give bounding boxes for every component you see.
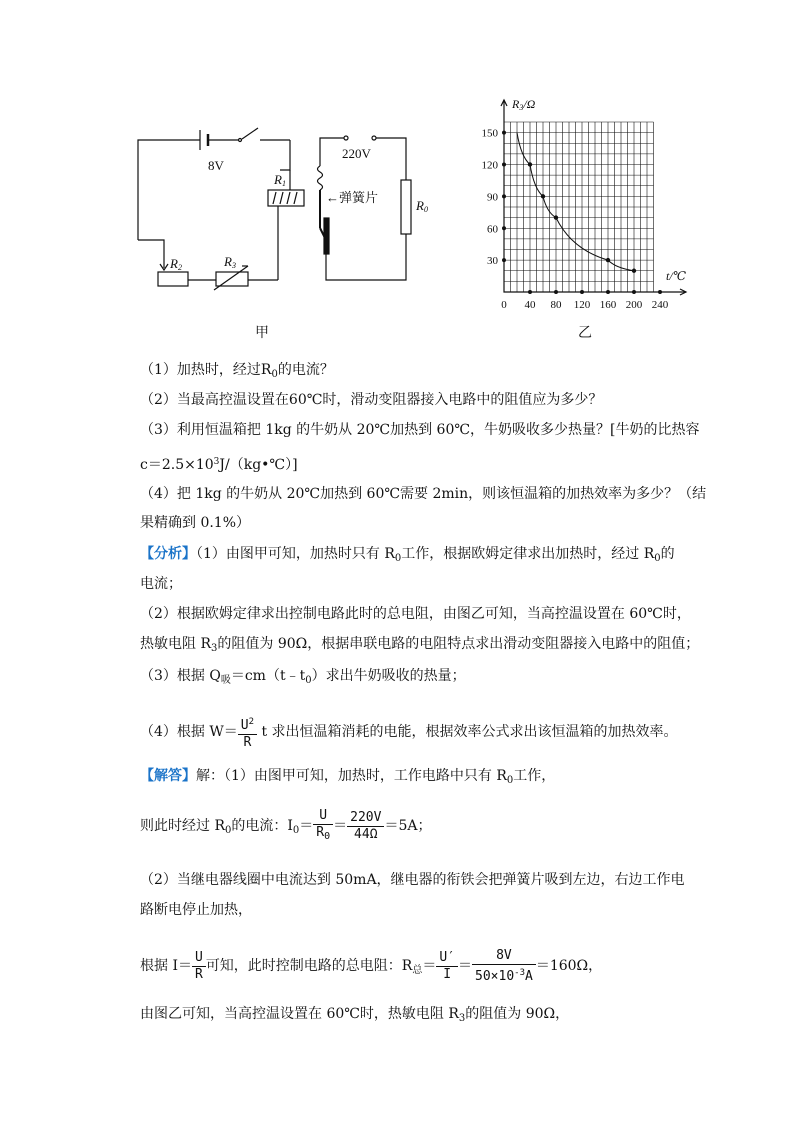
y-tick-label: 120	[481, 159, 498, 172]
y-tick-label: 90	[487, 191, 498, 204]
current-fraction-symbolic: $\frac{U}{R_0}$	[313, 808, 333, 845]
x-tick-dot	[606, 290, 610, 294]
r1-label: R1	[274, 172, 286, 188]
x-tick-dot	[554, 290, 558, 294]
y-tick-dot	[502, 194, 506, 198]
question-3-line-1: （3）利用恒温箱把 1kg 的牛奶从 20℃加热到 60℃，牛奶吸收多少热量？[牛奶的比热容	[140, 422, 700, 438]
answer-line-6: 由图乙可知，当高控温设置在 60℃时，热敏电阻 $R_3$的阻值为 90Ω，	[140, 1006, 570, 1024]
y-tick-dot	[502, 258, 506, 262]
total-resistance-fraction-symbolic: $\frac{U'}{I}$	[436, 950, 458, 983]
answer-line-5: 根据 I＝ $\frac{U}{R}$ 可知，此时控制电路的总电阻：$R_总=$ $\frac{U'}{I}$ ＝ $\frac{8V}{50\times 10^{-3}A}$ ＝160Ω，	[140, 947, 603, 984]
r3-label: R3	[224, 254, 236, 270]
graph-x-axis-label: t/℃	[666, 269, 687, 283]
spring-label: ←弹簧片	[326, 190, 379, 205]
answer-line-2: 则此时经过 $R_0$的电流：$I_0=$ $\frac{U}{R_0}$ ＝ $\frac{220V}{44\Omega}$ ＝5A；	[140, 806, 431, 851]
analysis-line-4: 热敏电阻 $R_3$的阻值为 90Ω，根据串联电路的电阻特点求出滑动变阻器接入电路中的阻值；	[140, 636, 700, 654]
supply-label: 220V	[342, 146, 371, 161]
answer-line-1: 【解答】解：（1）由图甲可知，加热时，工作电路中只有 $R_0$工作，	[140, 768, 556, 786]
answer-line-3: （2）当继电器线圈中电流达到 50mA，继电器的衔铁会把弹簧片吸到左边，右边工作电	[140, 872, 685, 888]
data-point	[632, 269, 636, 273]
question-1: （1）加热时，经过$R_0$的电流？	[140, 362, 334, 380]
y-tick-dot	[502, 226, 506, 230]
battery-label: 8V	[208, 158, 224, 173]
data-point	[606, 258, 610, 262]
analysis-line-5: （3）根据 $Q_吸=cm(t﹣t_0)$求出牛奶吸收的热量；	[140, 668, 466, 686]
r3-temperature-graph	[476, 92, 692, 312]
figure-b-caption: 乙	[578, 325, 592, 341]
y-tick-dot	[502, 131, 506, 135]
x-tick-label: 80	[550, 299, 562, 311]
x-tick-dot	[658, 290, 662, 294]
current-fraction-numeric: $\frac{220V}{44\Omega}$	[347, 810, 384, 843]
analysis-line-2: 电流；	[140, 576, 182, 592]
x-tick-dot	[580, 290, 584, 294]
answer-tag: 【解答】	[140, 768, 196, 784]
x-tick-label: 200	[625, 299, 643, 311]
total-resistance-fraction-numeric: $\frac{8V}{50\times 10^{-3}A}$	[472, 948, 536, 985]
y-tick-label: 150	[481, 127, 498, 140]
x-tick-dot	[632, 290, 636, 294]
x-tick-label: 0	[501, 299, 507, 311]
circuit-diagram	[130, 110, 430, 310]
data-point	[554, 215, 558, 219]
data-point	[541, 194, 545, 198]
x-tick-label: 160	[599, 299, 617, 311]
analysis-line-3: （2）根据欧姆定律求出控制电路此时的总电阻，由图乙可知，当高控温设置在 60℃时，	[140, 606, 691, 622]
question-3-line-2: $c=2.5\times 10^3J/(kg•℃)$]	[140, 457, 298, 473]
y-tick-label: 60	[487, 223, 498, 236]
x-tick-label: 120	[573, 299, 591, 311]
x-tick-label: 240	[651, 299, 669, 311]
r2-label: R2	[170, 256, 182, 272]
ohm-fraction: $\frac{U}{R}$	[192, 950, 206, 983]
answer-line-4: 路断电停止加热，	[140, 902, 252, 918]
y-tick-dot	[502, 163, 506, 167]
figure-a-caption: 甲	[255, 325, 269, 341]
question-4-line-1: （4）把 1kg 的牛奶从 20℃加热到 60℃需要 2min，则该恒温箱的加热效率为多少？（结	[140, 486, 707, 502]
graph-y-axis-label: R3/Ω	[512, 97, 536, 112]
question-4-line-2: 果精确到 0.1%）	[140, 515, 251, 531]
y-tick-label: 30	[487, 255, 498, 268]
analysis-line-6: （4）根据 W＝ $\frac{U^2}{R}$ t 求出恒温箱消耗的电能，根据效率公式求出该恒温箱的加热效率。	[140, 712, 678, 752]
x-tick-dot	[528, 290, 532, 294]
power-fraction: $\frac{U^2}{R}$	[238, 714, 257, 751]
r0-label: R0	[416, 198, 428, 214]
analysis-tag: 【分析】	[140, 546, 196, 562]
question-2: （2）当最高控温设置在60℃时，滑动变阻器接入电路中的阻值应为多少？	[140, 392, 603, 408]
data-point	[528, 162, 532, 166]
analysis-line-1: 【分析】（1）由图甲可知，加热时只有 $R_0$工作，根据欧姆定律求出加热时，经过 $R_0$的	[140, 546, 675, 564]
x-tick-label: 40	[524, 299, 536, 311]
